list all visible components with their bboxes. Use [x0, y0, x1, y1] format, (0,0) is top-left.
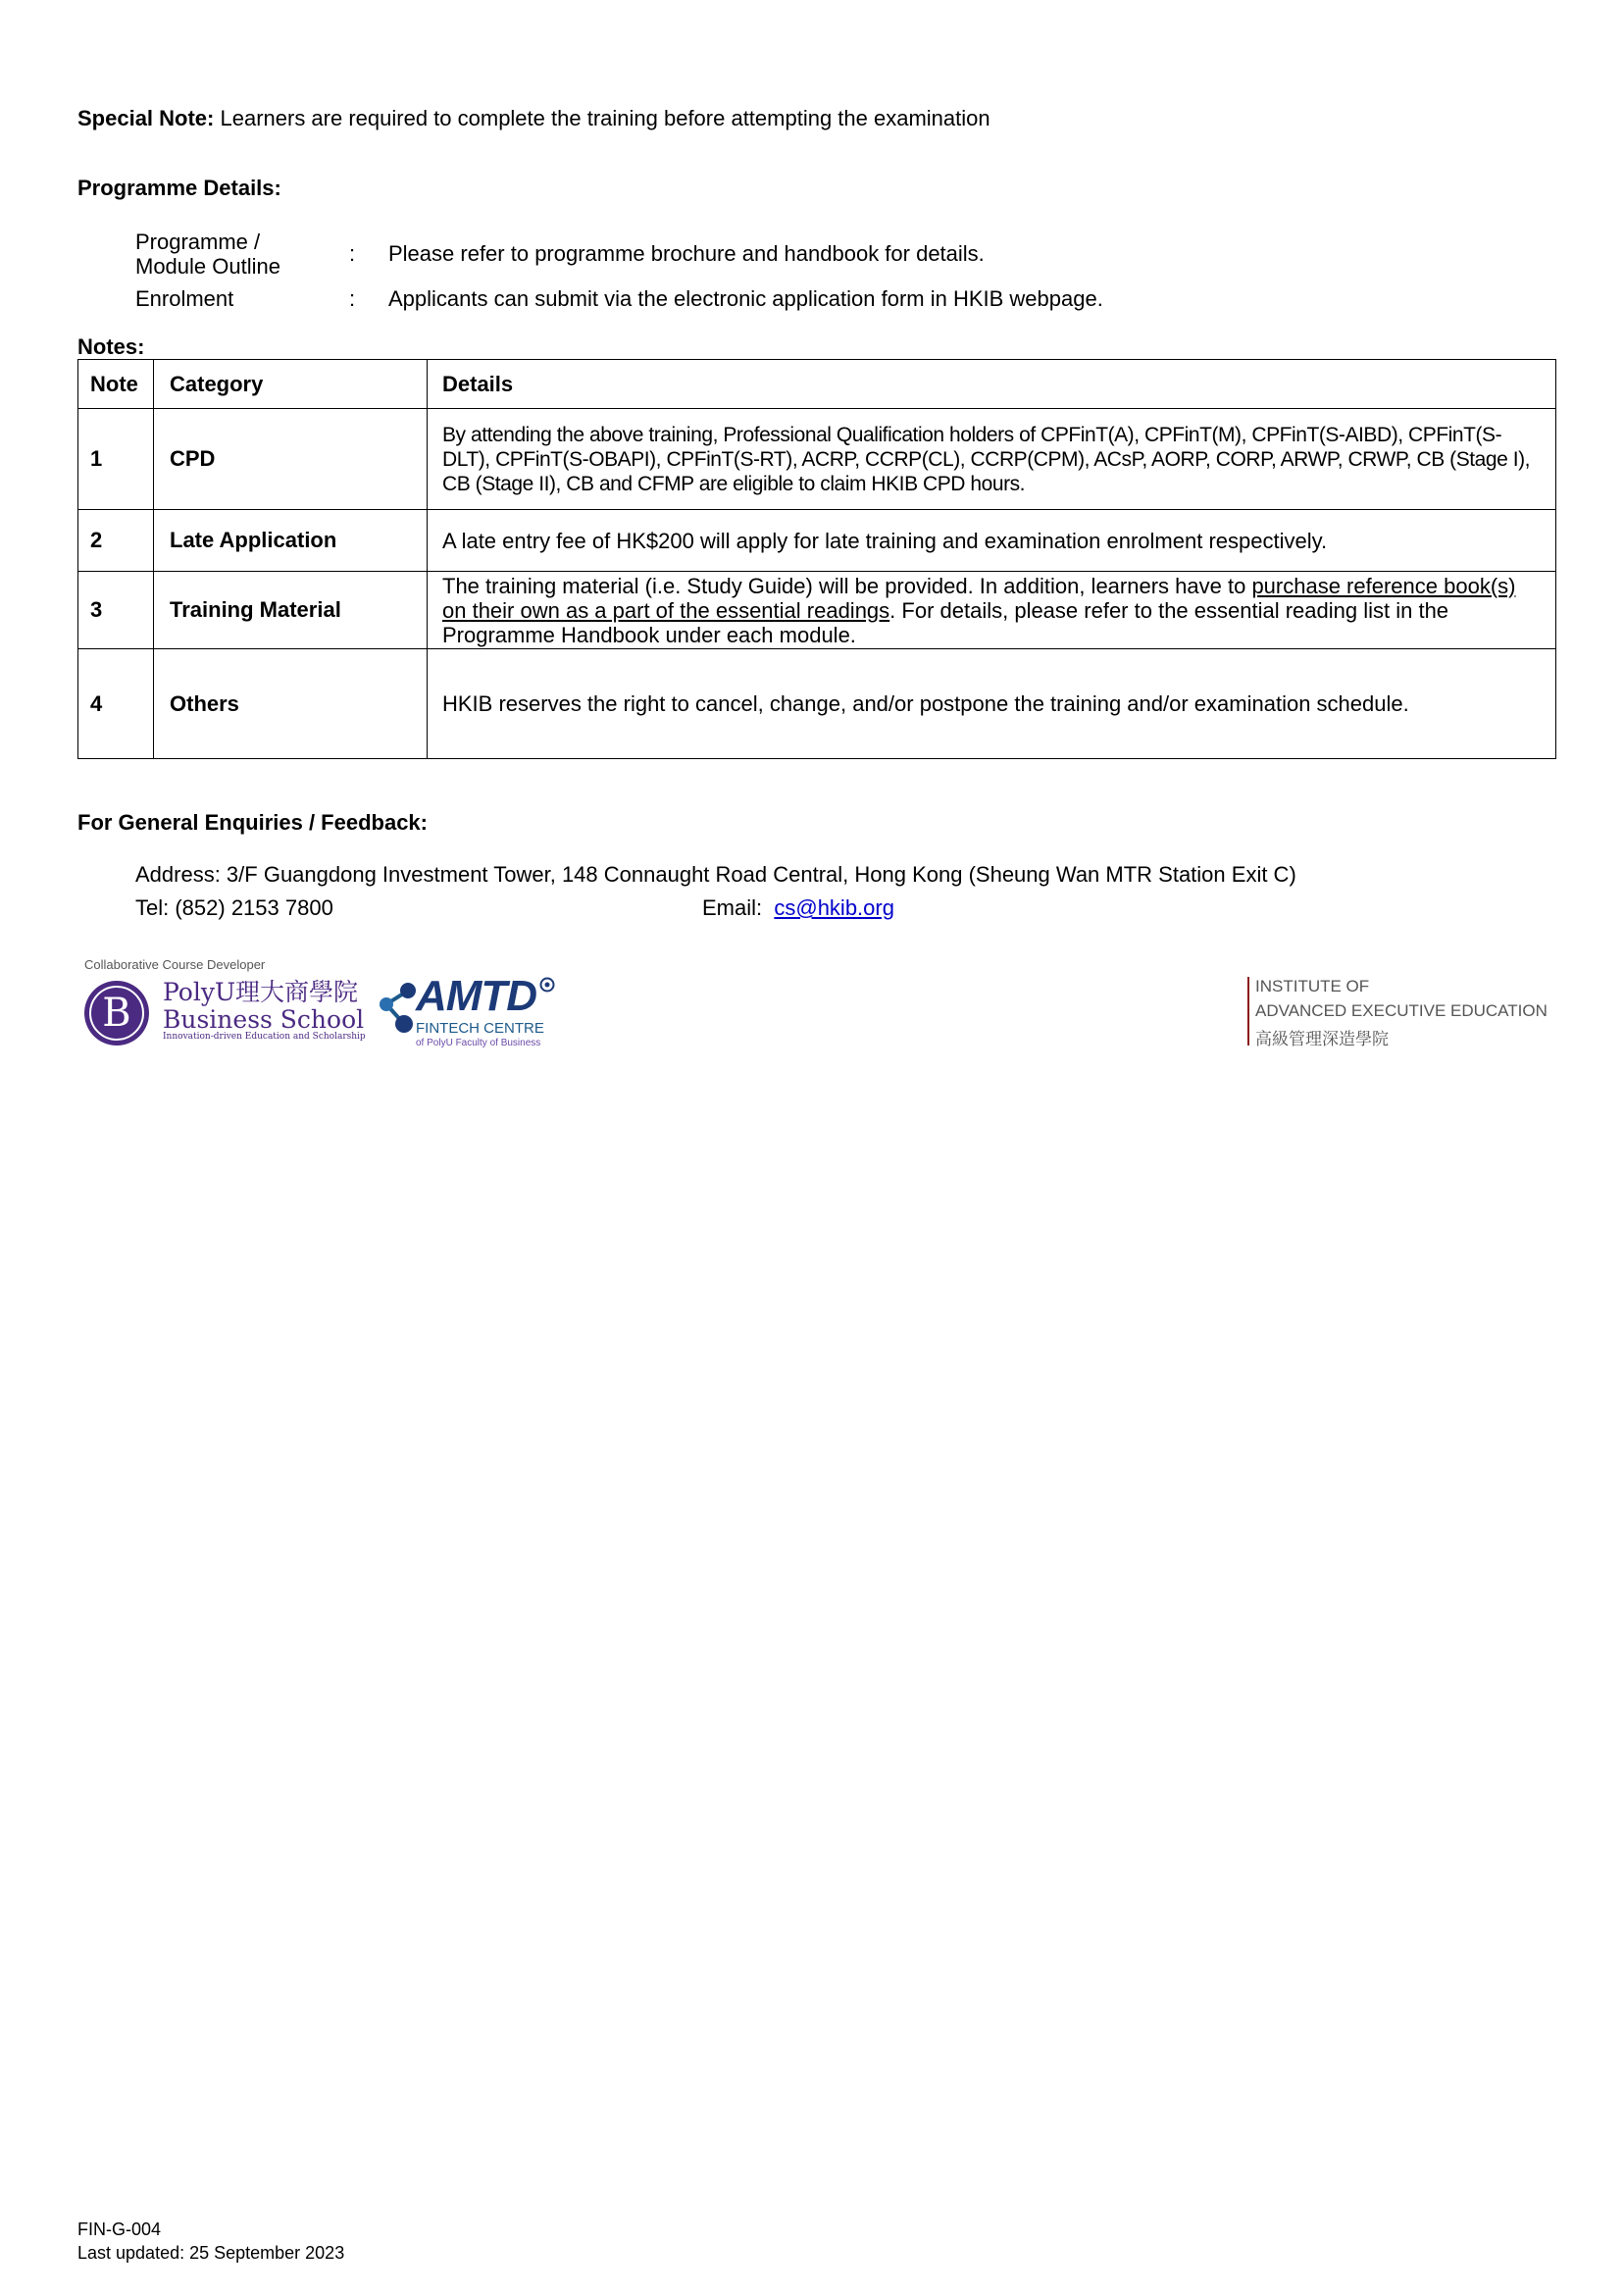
polyu-logo-letter: B	[102, 991, 131, 1036]
note-category: CPD	[154, 409, 428, 510]
notes-heading: Notes:	[77, 334, 145, 359]
header-note: Note	[78, 360, 154, 409]
iaee-line3: 高級管理深造學院	[1255, 1030, 1389, 1048]
iaee-line1: INSTITUTE OF	[1255, 977, 1370, 995]
programme-outline-label	[135, 230, 280, 279]
special-note-label: Special Note:	[77, 106, 215, 130]
programme-outline-label-line2: Module Outline	[135, 254, 280, 279]
table-row	[78, 510, 1556, 572]
table-row	[78, 409, 1556, 510]
polyu-tagline: Innovation-driven Education and Scholarship	[163, 1032, 366, 1042]
note-details-pre: The training material (i.e. Study Guide) will be provided. In addition, learners have to	[442, 573, 1252, 598]
amtd-faculty: of PolyU Faculty of Business	[416, 1038, 541, 1048]
table-header-row	[78, 360, 1556, 409]
amtd-logo-name: AMTD	[416, 972, 537, 1020]
amtd-badge-icon	[539, 977, 555, 993]
programme-outline-value: Please refer to programme brochure and handbook for details.	[388, 241, 985, 266]
programme-outline-label-line1: Programme /	[135, 230, 261, 254]
iaee-divider	[1247, 977, 1249, 1046]
programme-details-heading: Programme Details:	[77, 176, 281, 200]
enquiries-tel: Tel: (852) 2153 7800	[135, 895, 333, 920]
header-details: Details	[428, 360, 1556, 409]
note-category: Others	[154, 649, 428, 759]
email-label: Email:	[702, 895, 763, 920]
amtd-subtitle: FINTECH CENTRE	[416, 1020, 544, 1037]
notes-table	[77, 359, 1556, 759]
header-category: Category	[154, 360, 428, 409]
footer-code: FIN-G-004	[77, 2219, 162, 2239]
note-details	[428, 572, 1556, 649]
programme-outline-colon: :	[349, 241, 356, 266]
collab-caption: Collaborative Course Developer	[84, 957, 266, 972]
note-number: 4	[78, 649, 154, 759]
special-note	[77, 106, 990, 131]
enquiries-heading: For General Enquiries / Feedback:	[77, 810, 428, 835]
polyu-name-line1: PolyU理大商學院	[163, 978, 359, 1006]
note-details-underlined: purchase reference book(s) on their own as a part of the essential readings	[442, 573, 1516, 623]
note-details-post: . For details, please refer to the essential reading list in the Programme Handbook under each module.	[442, 597, 1449, 647]
note-number: 3	[78, 572, 154, 649]
note-category: Late Application	[154, 510, 428, 572]
email-link[interactable]: cs@hkib.org	[774, 895, 894, 920]
enrolment-value: Applicants can submit via the electronic application form in HKIB webpage.	[388, 286, 1103, 311]
iaee-line2: ADVANCED EXECUTIVE EDUCATION	[1255, 1001, 1548, 1020]
amtd-molecule-icon	[375, 975, 418, 1040]
polyu-logo-name	[163, 979, 364, 1034]
note-details: HKIB reserves the right to cancel, change, and/or postpone the training and/or examination schedule.	[428, 649, 1556, 759]
polyu-name-line2: Business School	[163, 1005, 365, 1034]
enrolment-label: Enrolment	[135, 286, 234, 311]
enrolment-colon: :	[349, 286, 356, 311]
note-number: 2	[78, 510, 154, 572]
note-details: A late entry fee of HK$200 will apply for late training and examination enrolment respectively.	[428, 510, 1556, 572]
note-number: 1	[78, 409, 154, 510]
enquiries-email	[702, 895, 894, 921]
table-row	[78, 649, 1556, 759]
table-row	[78, 572, 1556, 649]
footer-updated: Last updated: 25 September 2023	[77, 2243, 345, 2263]
special-note-text: Learners are required to complete the training before attempting the examination	[214, 106, 990, 130]
note-category: Training Material	[154, 572, 428, 649]
enquiries-address: Address: 3/F Guangdong Investment Tower, 148 Connaught Road Central, Hong Kong (Sheung Wan MTR Station Exit C)	[135, 862, 1296, 887]
note-details: By attending the above training, Professional Qualification holders of CPFinT(A), CPFinT(M), CPFinT(S-AIBD), CPFinT(S-DLT), CPFinT(S-OBAPI), CPFinT(S-RT), ACRP, CCRP(CL), CCRP(CPM), ACsP, AORP, CORP, ARWP, CRWP, CB (Stage I), CB (Stage II), CB and CFMP are eligible to claim HKIB CPD hours.	[428, 409, 1556, 510]
